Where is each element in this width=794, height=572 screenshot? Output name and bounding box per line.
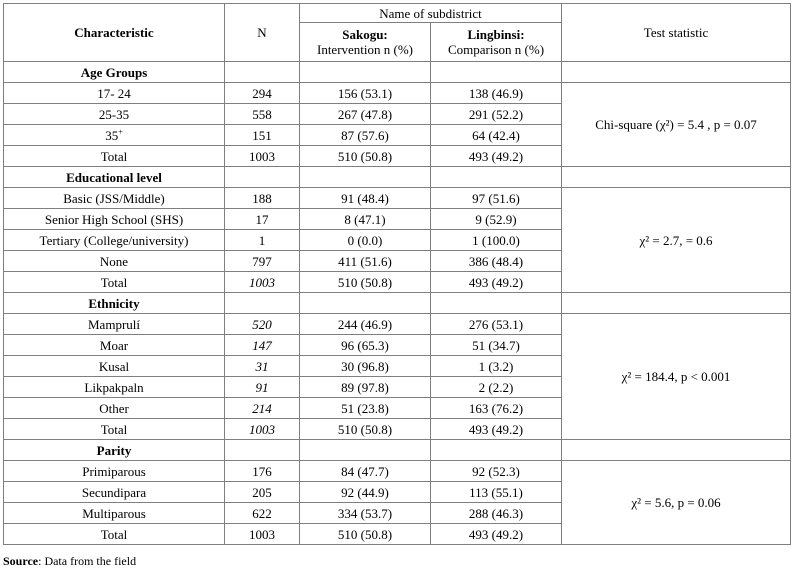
source-note — [3, 554, 136, 569]
row-label: Senior High School (SHS) — [4, 209, 225, 230]
row-lingbinsi: 97 (51.6) — [431, 188, 562, 209]
section-row-age — [4, 62, 791, 83]
row-sakogu: 91 (48.4) — [300, 188, 431, 209]
row-n: 188 — [225, 188, 300, 209]
row-n: 1 — [225, 230, 300, 251]
header-name-of-subdistrict: Name of subdistrict — [300, 4, 562, 23]
row-label: Total — [4, 146, 225, 167]
row-n: 1003 — [225, 272, 300, 293]
row-sakogu: 84 (47.7) — [300, 461, 431, 482]
header-row-1 — [4, 4, 791, 23]
section-title-education: Educational level — [4, 167, 225, 188]
section-row-ethnicity — [4, 293, 791, 314]
header-n: N — [225, 4, 300, 62]
row-label: Mamprulí — [4, 314, 225, 335]
row-lingbinsi: 2 (2.2) — [431, 377, 562, 398]
row-sakogu: 510 (50.8) — [300, 146, 431, 167]
row-n: 1003 — [225, 146, 300, 167]
row-lingbinsi: 493 (49.2) — [431, 146, 562, 167]
table-row — [4, 188, 791, 209]
row-label: 25-35 — [4, 104, 225, 125]
row-n: 294 — [225, 83, 300, 104]
row-lingbinsi: 386 (48.4) — [431, 251, 562, 272]
row-n: 214 — [225, 398, 300, 419]
row-label — [4, 125, 225, 146]
section-row-education — [4, 167, 791, 188]
row-label: Other — [4, 398, 225, 419]
section-title-ethnicity: Ethnicity — [4, 293, 225, 314]
section-row-parity — [4, 440, 791, 461]
row-sakogu: 334 (53.7) — [300, 503, 431, 524]
source-text: : Data from the field — [38, 554, 137, 568]
source-label: Source — [3, 554, 39, 568]
row-sakogu: 411 (51.6) — [300, 251, 431, 272]
row-sakogu: 510 (50.8) — [300, 419, 431, 440]
row-sakogu: 30 (96.8) — [300, 356, 431, 377]
row-label-text: 35 — [105, 127, 119, 143]
row-lingbinsi: 9 (52.9) — [431, 209, 562, 230]
row-sakogu: 0 (0.0) — [300, 230, 431, 251]
row-n: 151 — [225, 125, 300, 146]
row-n: 797 — [225, 251, 300, 272]
table-row — [4, 83, 791, 104]
row-lingbinsi: 493 (49.2) — [431, 419, 562, 440]
row-lingbinsi: 64 (42.4) — [431, 125, 562, 146]
row-label: Kusal — [4, 356, 225, 377]
row-n: 520 — [225, 314, 300, 335]
row-label: Moar — [4, 335, 225, 356]
section-title-age: Age Groups — [4, 62, 225, 83]
row-sakogu: 87 (57.6) — [300, 125, 431, 146]
table-row — [4, 461, 791, 482]
row-sakogu: 8 (47.1) — [300, 209, 431, 230]
header-sakogu-sub: Intervention n (%) — [316, 42, 414, 57]
row-lingbinsi: 493 (49.2) — [431, 524, 562, 545]
row-sakogu: 267 (47.8) — [300, 104, 431, 125]
row-lingbinsi: 92 (52.3) — [431, 461, 562, 482]
row-lingbinsi: 163 (76.2) — [431, 398, 562, 419]
header-test-statistic: Test statistic — [562, 4, 791, 62]
header-lingbinsi-sub: Comparison n (%) — [447, 42, 545, 57]
row-n: 176 — [225, 461, 300, 482]
row-label: Multiparous — [4, 503, 225, 524]
stat-ethnicity: χ² = 184.4, p < 0.001 — [562, 314, 791, 440]
row-sakogu: 51 (23.8) — [300, 398, 431, 419]
stat-age: Chi-square (χ²) = 5.4 , p = 0.07 — [562, 83, 791, 167]
row-lingbinsi: 51 (34.7) — [431, 335, 562, 356]
row-lingbinsi: 138 (46.9) — [431, 83, 562, 104]
row-n: 147 — [225, 335, 300, 356]
row-label: Total — [4, 272, 225, 293]
row-sakogu: 156 (53.1) — [300, 83, 431, 104]
header-characteristic: Characteristic — [4, 4, 225, 62]
row-n: 1003 — [225, 524, 300, 545]
row-n: 17 — [225, 209, 300, 230]
table-row — [4, 314, 791, 335]
row-lingbinsi: 288 (46.3) — [431, 503, 562, 524]
row-n: 558 — [225, 104, 300, 125]
row-label: Tertiary (College/university) — [4, 230, 225, 251]
row-lingbinsi: 276 (53.1) — [431, 314, 562, 335]
row-lingbinsi: 113 (55.1) — [431, 482, 562, 503]
header-sakogu — [300, 23, 431, 62]
row-label: Basic (JSS/Middle) — [4, 188, 225, 209]
row-n: 91 — [225, 377, 300, 398]
section-title-parity: Parity — [4, 440, 225, 461]
row-label: 17- 24 — [4, 83, 225, 104]
row-label: Total — [4, 419, 225, 440]
header-sakogu-title: Sakogu: — [342, 27, 388, 42]
row-sakogu: 89 (97.8) — [300, 377, 431, 398]
row-sakogu: 96 (65.3) — [300, 335, 431, 356]
data-table — [3, 3, 791, 545]
row-sakogu: 92 (44.9) — [300, 482, 431, 503]
row-label-sup: + — [118, 127, 123, 137]
row-n: 31 — [225, 356, 300, 377]
row-label: Total — [4, 524, 225, 545]
row-lingbinsi: 1 (100.0) — [431, 230, 562, 251]
header-lingbinsi — [431, 23, 562, 62]
stat-parity: χ² = 5.6, p = 0.06 — [562, 461, 791, 545]
row-lingbinsi: 1 (3.2) — [431, 356, 562, 377]
row-label: Likpakpaln — [4, 377, 225, 398]
row-label: None — [4, 251, 225, 272]
row-lingbinsi: 493 (49.2) — [431, 272, 562, 293]
row-label: Secundipara — [4, 482, 225, 503]
row-label: Primiparous — [4, 461, 225, 482]
row-n: 205 — [225, 482, 300, 503]
row-n: 622 — [225, 503, 300, 524]
row-sakogu: 244 (46.9) — [300, 314, 431, 335]
row-lingbinsi: 291 (52.2) — [431, 104, 562, 125]
row-sakogu: 510 (50.8) — [300, 524, 431, 545]
row-sakogu: 510 (50.8) — [300, 272, 431, 293]
stat-education: χ² = 2.7, = 0.6 — [562, 188, 791, 293]
row-n: 1003 — [225, 419, 300, 440]
header-lingbinsi-title: Lingbinsi: — [467, 27, 525, 42]
